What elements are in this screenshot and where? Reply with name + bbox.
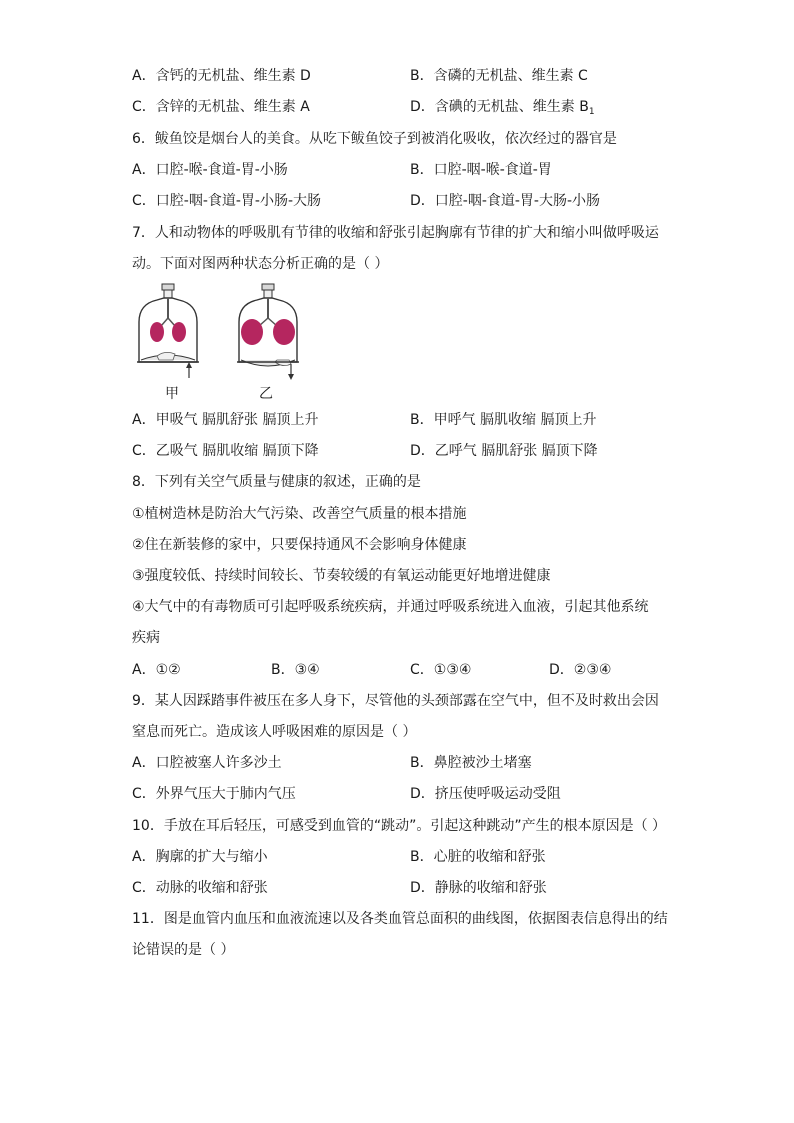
q9-stem-line2: 窒息而死亡。造成该人呼吸困难的原因是（ ） (132, 724, 417, 740)
q7-stem-line2: 动。下面对图两种状态分析正确的是（ ） (132, 256, 389, 272)
jar-left (137, 284, 199, 378)
q8-option-d: D．②③④ (549, 662, 612, 678)
lung-left-small-2 (172, 322, 186, 342)
q5-option-d-subscript: 1 (588, 107, 595, 117)
q7-stem-line1: 7．人和动物体的呼吸肌有节律的收缩和舒张引起胸廓有节律的扩大和缩小叫做呼吸运 (132, 225, 659, 241)
q5-option-b: B．含磷的无机盐、维生素 C (410, 68, 588, 84)
q7-option-b: B．甲呼气 膈肌收缩 膈顶上升 (410, 412, 597, 428)
figure-label-yi: 乙 (259, 386, 273, 402)
figure-label-jia: 甲 (165, 386, 179, 402)
q10-option-d: D．静脉的收缩和舒张 (410, 880, 547, 896)
q9-option-a: A．口腔被塞人许多沙土 (132, 755, 282, 771)
q8-option-b: B．③④ (271, 662, 320, 678)
q9-option-b: B．鼻腔被沙土堵塞 (410, 755, 532, 771)
breathing-model-figure (135, 282, 315, 406)
q10-stem: 10．手放在耳后轻压，可感受到血管的“跳动”。引起这种跳动”产生的根本原因是（ ） (132, 818, 667, 834)
q8-item-2: ②住在新装修的家中，只要保持通风不会影响身体健康 (132, 537, 467, 553)
q5-option-c: C．含锌的无机盐、维生素 A (132, 99, 310, 115)
q11-stem-line2: 论错误的是（ ） (132, 942, 235, 958)
q7-option-a: A．甲吸气 膈肌舒张 膈顶上升 (132, 412, 319, 428)
q10-option-a: A．胸廓的扩大与缩小 (132, 849, 268, 865)
q7-option-d: D．乙呼气 膈肌舒张 膈顶下降 (410, 443, 598, 459)
lung-right-large-1 (241, 319, 263, 345)
q8-item-4-cont: 疾病 (132, 630, 160, 646)
q6-option-a: A．口腔-喉-食道-胃-小肠 (132, 162, 288, 178)
q6-stem: 6．鲅鱼饺是烟台人的美食。从吃下鲅鱼饺子到被消化吸收，依次经过的器官是 (132, 131, 617, 147)
q6-option-c: C．口腔-咽-食道-胃-小肠-大肠 (132, 193, 322, 209)
q9-option-c: C．外界气压大于肺内气压 (132, 786, 296, 802)
q10-option-c: C．动脉的收缩和舒张 (132, 880, 268, 896)
q6-option-b: B．口腔-咽-喉-食道-胃 (410, 162, 552, 178)
q9-option-d: D．挤压使呼吸运动受阻 (410, 786, 561, 802)
q7-option-c: C．乙吸气 膈肌收缩 膈顶下降 (132, 443, 319, 459)
q5-option-d (410, 97, 595, 122)
q6-option-d: D．口腔-咽-食道-胃-大肠-小肠 (410, 193, 601, 209)
q8-item-4: ④大气中的有毒物质可引起呼吸系统疾病，并通过呼吸系统进入血液，引起其他系统 (132, 599, 649, 615)
q9-stem-line1: 9．某人因踩踏事件被压在多人身下，尽管他的头颈部露在空气中，但不及时救出会因 (132, 693, 659, 709)
q8-item-3: ③强度较低、持续时间较长、节奏较缓的有氧运动能更好地增进健康 (132, 568, 551, 584)
q8-option-c: C．①③④ (410, 662, 472, 678)
q5-option-d-text: D．含碘的无机盐、维生素 B (410, 99, 589, 115)
q8-option-a: A．①② (132, 662, 181, 678)
q11-stem-line1: 11．图是血管内血压和血液流速以及各类血管总面积的曲线图，依据图表信息得出的结 (132, 911, 668, 927)
q8-stem: 8．下列有关空气质量与健康的叙述，正确的是 (132, 474, 421, 490)
q5-option-a: A．含钙的无机盐、维生素 D (132, 68, 311, 84)
q8-item-1: ①植树造林是防治大气污染、改善空气质量的根本措施 (132, 506, 467, 522)
lung-left-small-1 (150, 322, 164, 342)
jar-right (237, 284, 299, 380)
q10-option-b: B．心脏的收缩和舒张 (410, 849, 546, 865)
lung-right-large-2 (273, 319, 295, 345)
